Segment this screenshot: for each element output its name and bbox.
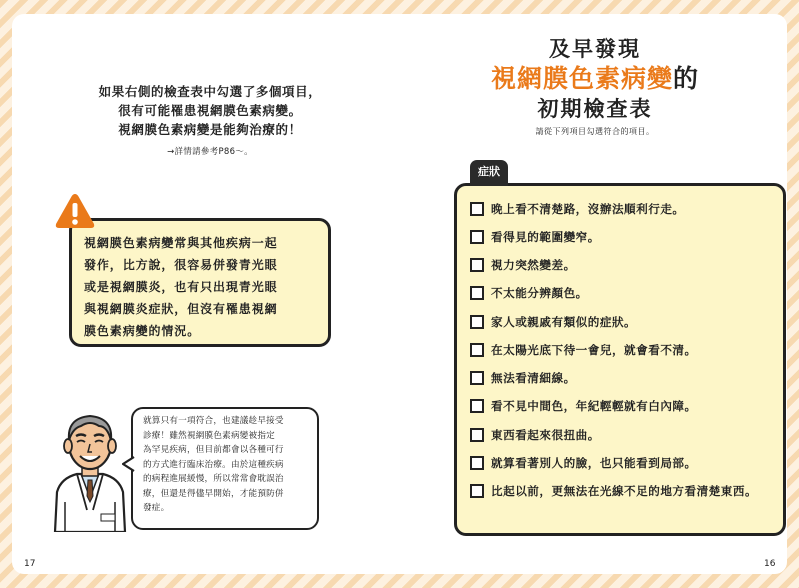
advice-line: 就算只有一項符合，也建議趁早接受 <box>143 416 284 426</box>
intro-line-1: 如果右側的檢查表中勾選了多個項目， <box>98 84 322 99</box>
checklist-item[interactable] <box>470 370 770 386</box>
checklist-item-label: 晚上看不清楚路，沒辦法順利行走。 <box>491 202 685 216</box>
checklist-item[interactable] <box>470 201 770 217</box>
checkbox[interactable] <box>470 371 484 385</box>
advice-line: 診療！雖然視網膜色素病變被指定 <box>143 430 275 441</box>
title-line-1: 及早發現 <box>549 37 641 61</box>
warning-line: 或是視網膜炎，也有只出現青光眼 <box>84 280 278 294</box>
title-line-3: 初期檢查表 <box>537 97 653 121</box>
page-number-left: 17 <box>24 559 36 569</box>
checklist-item-label: 看不見中間色，年紀輕輕就有白內障。 <box>491 399 697 413</box>
checkbox[interactable] <box>470 230 484 244</box>
checkbox[interactable] <box>470 202 484 216</box>
checkbox[interactable] <box>470 484 484 498</box>
checklist-item[interactable] <box>470 455 770 471</box>
checklist-item-label: 看得見的範圍變窄。 <box>491 230 600 244</box>
intro-line-3: 視網膜色素病變是能夠治療的！ <box>118 122 302 137</box>
warning-line: 發作，比方說，很容易併發青光眼 <box>84 258 278 272</box>
checklist-item-label: 比起以前，更無法在光線不足的地方看清楚東西。 <box>491 484 758 498</box>
title-subtitle: 請從下列項目勾選符合的項目。 <box>535 127 655 136</box>
checklist-item-label: 不太能分辨顏色。 <box>491 286 588 300</box>
warning-triangle-icon <box>54 192 96 230</box>
checklist-item[interactable] <box>470 285 770 301</box>
checkbox[interactable] <box>470 428 484 442</box>
checklist-item-label: 在太陽光底下待一會兒，就會看不清。 <box>491 343 697 357</box>
title-line-2 <box>460 62 730 96</box>
checklist-item-label: 無法看清細線。 <box>491 371 576 385</box>
advice-line: 的病程進展緩慢，所以常常會耽誤治 <box>143 474 284 484</box>
checklist-item[interactable] <box>470 314 770 330</box>
advice-line: 的方式進行臨床治療。由於這種疾病 <box>143 459 284 470</box>
intro-text <box>30 82 390 162</box>
checklist-item[interactable] <box>470 229 770 245</box>
checklist-item-label: 視力突然變差。 <box>491 258 576 272</box>
checkbox[interactable] <box>470 286 484 300</box>
checklist-item[interactable] <box>470 342 770 358</box>
checkbox[interactable] <box>470 399 484 413</box>
reference-note: →詳情請參考P86～。 <box>167 147 253 157</box>
checkbox[interactable] <box>470 456 484 470</box>
checklist-item[interactable] <box>470 398 770 414</box>
checklist-item-label: 家人或親戚有類似的症狀。 <box>491 315 637 329</box>
advice-line: 療，但還是得儘早開始，才能預防併 <box>143 488 284 499</box>
warning-text <box>84 232 316 342</box>
doctor-advice-text <box>143 414 313 516</box>
checklist-item[interactable] <box>470 483 770 499</box>
title-suffix: 的 <box>673 64 700 93</box>
checkbox[interactable] <box>470 315 484 329</box>
title-highlight: 視網膜色素病變 <box>490 64 673 93</box>
checkbox[interactable] <box>470 343 484 357</box>
speech-tail <box>122 455 136 473</box>
warning-line: 視網膜色素病變常與其他疾病一起 <box>84 236 278 250</box>
doctor-illustration <box>47 406 133 532</box>
checklist-item[interactable] <box>470 427 770 443</box>
checklist-item[interactable] <box>470 257 770 273</box>
warning-line: 與視網膜炎症狀，但沒有罹患視網 <box>84 302 278 316</box>
checklist-item-label: 就算看著別人的臉，也只能看到局部。 <box>491 456 697 470</box>
page-number-right: 16 <box>764 559 776 569</box>
warning-line: 膜色素病變的情況。 <box>84 324 201 338</box>
checklist-item-label: 東西看起來很扭曲。 <box>491 428 600 442</box>
checklist-title <box>460 36 730 137</box>
advice-line: 為罕見疾病，但目前都會以各種可行 <box>143 445 284 455</box>
checkbox[interactable] <box>470 258 484 272</box>
advice-line: 發症。 <box>143 503 170 513</box>
intro-line-2: 很有可能罹患視網膜色素病變。 <box>118 103 302 118</box>
page-gutter <box>396 14 403 574</box>
symptoms-tab: 症狀 <box>470 160 508 186</box>
